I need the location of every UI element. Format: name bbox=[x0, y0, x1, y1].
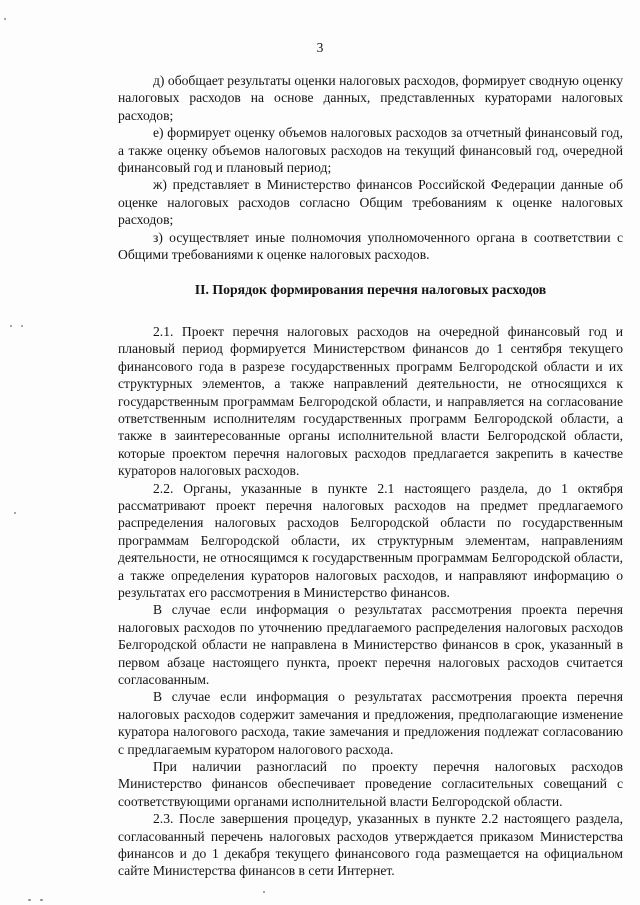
list-item-zh: ж) представляет в Министерство финансов Российской Федерации данные об оценке налоговых расходов согласно Общим требованиям к оценке налоговых расходов; bbox=[118, 177, 623, 228]
scan-speck bbox=[263, 891, 265, 893]
paragraph-2-2-disagreements: При наличии разногласий по проекту перечня налоговых расходов Министерство финансов обеспечивает проведение согласительных совещаний с соответствующими органами исполнительной власти Белгородской области. bbox=[118, 759, 623, 809]
list-item-e: е) формирует оценку объемов налоговых расходов за отчетный финансовый год, а также оценку объемов налоговых расходов на текущий финансовый год, очередной финансовый год и плановый период; bbox=[118, 125, 623, 176]
scan-speck bbox=[40, 899, 43, 901]
paragraph-2-2: 2.2. Органы, указанные в пункте 2.1 настоящего раздела, до 1 октября рассматривают проект перечня налоговых расходов на предмет предлагаемого распределения налоговых расходов Белгородской области по государственным программам Белгородской области, их структурным элементам, направлениям деятельности, не относящимся к государственным программам Белгородской области, а также определения кураторов налоговых расходов, и направляют информацию о результатах его рассмотрения в Министерство финансов. bbox=[118, 480, 623, 600]
scan-speck bbox=[14, 512, 16, 514]
list-item-d: д) обобщает результаты оценки налоговых расходов, формирует сводную оценку налоговых расходов на основе данных, представленных кураторами налоговых расходов; bbox=[118, 73, 623, 123]
section-title: II. Порядок формирования перечня налоговых расходов bbox=[194, 282, 547, 298]
paragraph-2-3: 2.3. После завершения процедур, указанных в пункте 2.2 настоящего раздела, согласованный перечень налоговых расходов утверждается приказом Министерства финансов и до 1 декабря текущего финансового года размещается на официальном сайте Министерства финансов в сети Интернет. bbox=[118, 811, 623, 879]
list-item-z: з) осуществляет иные полномочия уполномоченного органа в соответствии с Общими требованиями к оценке налоговых расходов. bbox=[118, 229, 623, 263]
scan-speck bbox=[28, 899, 31, 901]
paragraph-2-2-no-response: В случае если информация о результатах рассмотрения проекта перечня налоговых расходов по уточнению предлагаемого распределения налоговых расходов Белгородской области не направлена в Министерство финансов в срок, указанный в первом абзаце настоящего пункта, проект перечня налоговых расходов считается согласованным. bbox=[118, 602, 623, 687]
scan-speck bbox=[21, 325, 23, 327]
scan-speck bbox=[4, 18, 6, 20]
paragraph-2-2-remarks: В случае если информация о результатах рассмотрения проекта перечня налоговых расходов содержит замечания и предложения, предполагающие изменение куратора налогового расхода, такие замечания и предложения подлежат согласованию с предлагаемым куратором налогового расхода. bbox=[118, 689, 623, 757]
page-number: 3 bbox=[316, 40, 324, 55]
document-body bbox=[118, 72, 623, 880]
scan-speck bbox=[10, 325, 12, 327]
paragraph-2-1: 2.1. Проект перечня налоговых расходов на очередной финансовый год и плановый период формируется Министерством финансов до 1 сентября текущего финансового года в разрезе государственных программ Белгородской области и их структурных элементов, а также направлений деятельности, не относящихся к государственным программам Белгородской области, и направляется на согласование ответственным исполнителям государственных программ Белгородской области, а также в заинтересованные органы исполнительной власти Белгородской области, которые проектом перечня налоговых расходов предлагается закрепить в качестве кураторов налоговых расходов. bbox=[118, 323, 623, 479]
